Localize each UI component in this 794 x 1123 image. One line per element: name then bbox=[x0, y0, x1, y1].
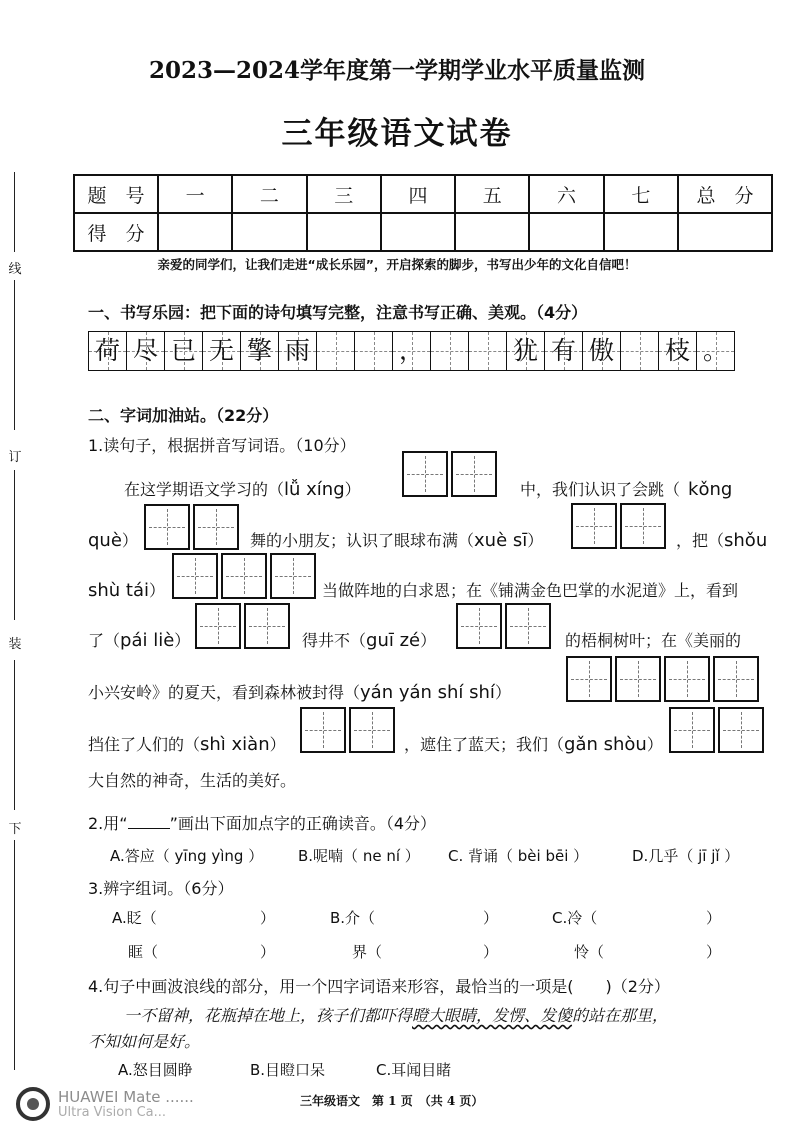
score-cell[interactable] bbox=[232, 213, 306, 251]
q2-title bbox=[88, 811, 436, 834]
writing-box[interactable] bbox=[718, 707, 764, 753]
score-header-cell: 总 分 bbox=[678, 175, 772, 213]
q2-option-b[interactable]: B.呢喃（ ne ní ） bbox=[298, 847, 420, 865]
pinyin: lǚ xíng bbox=[284, 479, 345, 500]
pinyin: kǒng bbox=[688, 479, 733, 500]
q3-item: A.眨（ bbox=[112, 909, 157, 927]
poem-cell: 尽 bbox=[127, 332, 165, 370]
q2-option-c[interactable]: C. 背诵（ bèi bēi ） bbox=[448, 847, 589, 865]
q3-item: C.冷（ bbox=[552, 909, 598, 927]
binding-line bbox=[14, 470, 15, 620]
binding-line bbox=[14, 840, 15, 1070]
q3-item: B.介（ bbox=[330, 909, 376, 927]
page-footer: 三年级语文 第 1 页 （共 4 页） bbox=[300, 1094, 484, 1108]
writing-box[interactable] bbox=[144, 504, 190, 550]
q2-option-a[interactable]: A.答应（ yīng yìng ） bbox=[110, 847, 264, 865]
q1-line4-end: 的梧桐树叶；在《美丽的 bbox=[565, 631, 742, 650]
answer-grid-yanyanshishi bbox=[566, 656, 762, 702]
q1-line1 bbox=[124, 477, 361, 500]
writing-box[interactable] bbox=[195, 603, 241, 649]
q4-option-b[interactable]: B.目瞪口呆 bbox=[250, 1061, 326, 1079]
score-header-cell: 三 bbox=[307, 175, 381, 213]
score-header-cell: 一 bbox=[158, 175, 232, 213]
q4-text: 的站在那里， bbox=[572, 1006, 669, 1025]
writing-box[interactable] bbox=[221, 553, 267, 599]
q1-text: ） bbox=[646, 735, 663, 754]
score-cell[interactable] bbox=[604, 213, 678, 251]
q1-text: ） bbox=[420, 631, 437, 650]
q1-text: 了（ bbox=[88, 631, 121, 650]
q1-text: ） bbox=[344, 480, 361, 499]
gutter-mark-xian: 线 bbox=[8, 262, 22, 277]
answer-grid-pailie bbox=[195, 603, 293, 649]
score-cell[interactable] bbox=[455, 213, 529, 251]
q1-text: 挡住了人们的（ bbox=[88, 735, 201, 754]
poem-cell: 枝 bbox=[659, 332, 697, 370]
pinyin: xuè sī bbox=[474, 530, 528, 551]
camera-watermark-sub: Ultra Vision Ca... bbox=[58, 1105, 167, 1120]
score-row-label: 得 分 bbox=[74, 213, 158, 251]
score-header-cell: 六 bbox=[529, 175, 603, 213]
score-cell[interactable] bbox=[381, 213, 455, 251]
q1-line4 bbox=[88, 628, 190, 651]
q1-title: 1.读句子，根据拼音写词语。（10分） bbox=[88, 436, 356, 455]
q2-text: 2.用“ bbox=[88, 814, 128, 833]
poem-cell: 荷 bbox=[89, 332, 127, 370]
q3-blank-end[interactable]: ） bbox=[483, 909, 499, 927]
section1-title: 一、书写乐园：把下面的诗句填写完整，注意书写正确、美观。（4分） bbox=[88, 303, 588, 322]
q1-text: ） bbox=[121, 531, 138, 550]
pinyin: shù tái bbox=[88, 580, 150, 601]
score-header-cell: 二 bbox=[232, 175, 306, 213]
q3-item: 怜（ bbox=[574, 943, 605, 961]
score-table-header-row bbox=[74, 175, 772, 213]
pinyin: què bbox=[88, 530, 122, 551]
q3-blank-end[interactable]: ） bbox=[706, 909, 722, 927]
score-header-cell: 题 号 bbox=[74, 175, 158, 213]
q1-line5 bbox=[88, 680, 511, 703]
writing-box[interactable] bbox=[456, 603, 502, 649]
q3-item: 眶（ bbox=[128, 943, 159, 961]
q1-line3-end: 当做阵地的白求恩；在《铺满金色巴掌的水泥道》上，看到 bbox=[322, 581, 739, 600]
q1-text: 舞的小朋友；认识了眼球布满（ bbox=[250, 531, 475, 550]
writing-box[interactable] bbox=[402, 451, 448, 497]
writing-box[interactable] bbox=[566, 656, 612, 702]
wavy-underlined-text: 瞪大眼睛，发愣、发傻 bbox=[412, 1006, 573, 1025]
q1-text: ） bbox=[269, 735, 286, 754]
score-table bbox=[73, 174, 773, 252]
answer-grid-lvxing bbox=[402, 451, 500, 497]
answer-grid-ganshou bbox=[669, 707, 767, 753]
pinyin: shì xiàn bbox=[200, 734, 270, 755]
q1-line3 bbox=[88, 578, 165, 601]
poem-cell: ， bbox=[393, 332, 431, 370]
q1-text: ，遮住了蓝天；我们（ bbox=[404, 735, 565, 754]
q2-text: ”画出下面加点字的正确读音。（4分） bbox=[169, 814, 437, 833]
q3-item: 界（ bbox=[352, 943, 383, 961]
poem-cell: 。 bbox=[697, 332, 734, 370]
q4-title: 4.句子中画波浪线的部分，用一个四字词语来形容，最恰当的一项是( )（2分） bbox=[88, 977, 670, 996]
q3-blank-end[interactable]: ） bbox=[260, 909, 276, 927]
score-table-score-row bbox=[74, 213, 772, 251]
answer-grid-shixian bbox=[300, 707, 398, 753]
binding-line bbox=[14, 172, 15, 252]
score-cell[interactable] bbox=[158, 213, 232, 251]
gutter-mark-zhuang: 装 bbox=[8, 637, 22, 652]
q1-line2-end bbox=[676, 528, 767, 551]
score-header-cell: 五 bbox=[455, 175, 529, 213]
score-cell[interactable] bbox=[678, 213, 772, 251]
writing-box[interactable] bbox=[620, 503, 666, 549]
q2-option-d[interactable]: D.几乎（ jī jǐ ） bbox=[632, 847, 740, 865]
writing-box[interactable] bbox=[300, 707, 346, 753]
q3-blank-end[interactable]: ） bbox=[260, 943, 276, 961]
writing-box[interactable] bbox=[615, 656, 661, 702]
pinyin: yán yán shí shí bbox=[360, 682, 495, 703]
poem-blank-cell[interactable] bbox=[431, 332, 469, 370]
q1-text: 在这学期语文学习的（ bbox=[124, 480, 285, 499]
binding-line bbox=[14, 280, 15, 430]
q1-text: ） bbox=[527, 531, 544, 550]
q1-line4-mid bbox=[302, 628, 436, 651]
q1-text: 小兴安岭》的夏天，看到森林被封得（ bbox=[88, 683, 361, 702]
greeting-text: 亲爱的同学们，让我们走进“成长乐园”，开启探索的脚步，书写出少年的文化自信吧！ bbox=[157, 257, 637, 272]
poem-cell: 已 bbox=[165, 332, 203, 370]
q4-option-a[interactable]: A.怒目圆睁 bbox=[118, 1061, 193, 1079]
q1-text: ） bbox=[174, 631, 191, 650]
q4-sentence bbox=[124, 1003, 668, 1026]
poem-cell: 有 bbox=[545, 332, 583, 370]
poem-blank-cell[interactable] bbox=[621, 332, 659, 370]
poem-grid bbox=[88, 331, 735, 371]
q4-option-c[interactable]: C.耳闻目睹 bbox=[376, 1061, 452, 1079]
camera-watermark: HUAWEI Mate ...... bbox=[58, 1088, 194, 1106]
paper-title: 三年级语文试卷 bbox=[281, 116, 513, 152]
writing-box[interactable] bbox=[270, 553, 316, 599]
q1-line1-end bbox=[520, 477, 732, 500]
section2-title: 二、字词加油站。（22分） bbox=[88, 406, 279, 425]
pinyin: pái liè bbox=[120, 630, 175, 651]
writing-box[interactable] bbox=[172, 553, 218, 599]
gutter-mark-xia: 下 bbox=[8, 822, 22, 837]
gutter-mark-ding: 订 bbox=[8, 450, 22, 465]
writing-box[interactable] bbox=[451, 451, 497, 497]
score-header-cell: 四 bbox=[381, 175, 455, 213]
answer-grid-kongque bbox=[144, 504, 242, 550]
writing-box[interactable] bbox=[505, 603, 551, 649]
q1-text: ） bbox=[494, 683, 511, 702]
q4-sentence-cont: 不知如何是好。 bbox=[88, 1032, 201, 1051]
poem-blank-cell[interactable] bbox=[469, 332, 507, 370]
poem-cell: 擎 bbox=[241, 332, 279, 370]
writing-box[interactable] bbox=[571, 503, 617, 549]
writing-box[interactable] bbox=[664, 656, 710, 702]
q3-blank-end[interactable]: ） bbox=[706, 943, 722, 961]
writing-box[interactable] bbox=[713, 656, 759, 702]
writing-box[interactable] bbox=[244, 603, 290, 649]
binding-line bbox=[14, 660, 15, 810]
poem-cell: 傲 bbox=[583, 332, 621, 370]
pinyin: gǎn shòu bbox=[564, 734, 647, 755]
answer-grid-guize bbox=[456, 603, 554, 649]
score-cell[interactable] bbox=[307, 213, 381, 251]
writing-box[interactable] bbox=[193, 504, 239, 550]
answer-grid-shoushutai bbox=[172, 553, 319, 599]
q3-blank-end[interactable]: ） bbox=[483, 943, 499, 961]
q1-line2 bbox=[88, 528, 138, 551]
score-header-cell: 七 bbox=[604, 175, 678, 213]
pinyin: guī zé bbox=[366, 630, 421, 651]
q4-text: 一不留神，花瓶掉在地上，孩子们都吓得 bbox=[124, 1006, 413, 1025]
poem-cell: 雨 bbox=[279, 332, 317, 370]
poem-cell: 无 bbox=[203, 332, 241, 370]
q1-text: ，把（ bbox=[676, 531, 725, 550]
poem-cell: 犹 bbox=[507, 332, 545, 370]
answer-grid-xuesi bbox=[571, 503, 669, 549]
q1-line7: 大自然的神奇，生活的美好。 bbox=[88, 771, 297, 790]
exam-title: 2023—2024学年度第一学期学业水平质量监测 bbox=[148, 57, 646, 84]
q1-line6 bbox=[88, 732, 286, 755]
underline-sample bbox=[128, 816, 170, 829]
q1-text: 中，我们认识了会跳（ bbox=[520, 480, 681, 499]
pinyin: shǒu bbox=[724, 530, 768, 551]
score-cell[interactable] bbox=[529, 213, 603, 251]
q3-title: 3.辨字组词。（6分） bbox=[88, 879, 234, 898]
poem-blank-cell[interactable] bbox=[317, 332, 355, 370]
poem-blank-cell[interactable] bbox=[355, 332, 393, 370]
q1-line2-mid bbox=[250, 528, 543, 551]
camera-logo-icon bbox=[16, 1087, 50, 1121]
q1-text: ） bbox=[149, 581, 166, 600]
writing-box[interactable] bbox=[669, 707, 715, 753]
q1-line6-mid bbox=[404, 732, 663, 755]
q1-text: 得井不（ bbox=[302, 631, 367, 650]
writing-box[interactable] bbox=[349, 707, 395, 753]
